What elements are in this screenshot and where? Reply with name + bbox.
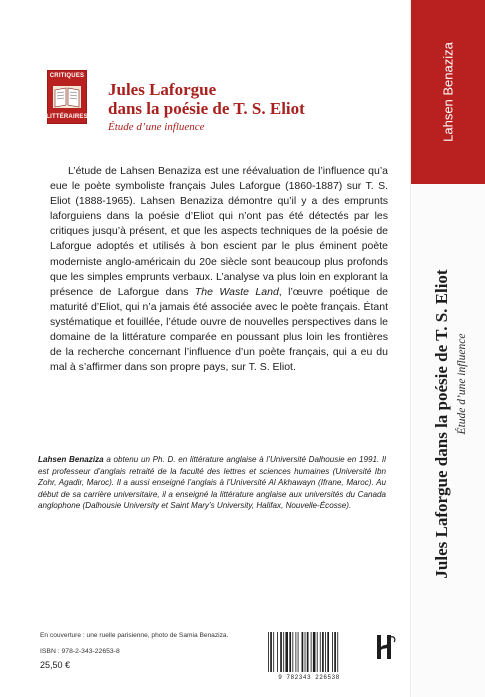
barcode-bars	[265, 631, 353, 673]
publisher-logo-icon	[373, 633, 397, 663]
barcode	[265, 631, 353, 681]
author-bio-name: Lahsen Benaziza	[38, 455, 104, 464]
book-subtitle: Étude d’une influence	[108, 121, 205, 133]
barcode-number: 9 782343 226538	[278, 674, 340, 681]
spine-author: Lahsen Benaziza	[440, 42, 456, 142]
book-title-line-2: dans la poésie de T. S. Eliot	[108, 99, 305, 118]
price: 25,50 €	[40, 660, 71, 670]
critiques-litteraires-logo	[47, 70, 87, 124]
summary-text-part-2: , l’œuvre poétique de maturité d’Eliot, qui n’a jamais été associée avec le poète français. Étant systématique et fouillée, l’étude ouvre de nouvelles perspectives dans le domaine de la littérature comparée en poussant plus loin les frontières de la recherche concernant l’influence d’un poète français, qui a eu du mal à s’affirmer dans son propre pays, sur T. S. Eliot.	[50, 285, 388, 374]
cover-photo-credit: En couverture : une ruelle parisienne, photo de Samia Benaziza.	[40, 632, 229, 639]
open-book-icon	[52, 84, 82, 110]
book-summary	[50, 164, 388, 375]
isbn: ISBN : 978-2-343-22653-8	[40, 648, 120, 655]
logo-top-label: CRITIQUES	[49, 73, 85, 79]
author-bio	[38, 454, 386, 512]
summary-text-part-1: L’étude de Lahsen Benaziza est une réévaluation de l’influence qu’a eue le poète symboliste français Jules Laforgue (1860-1887) sur T. S. Eliot (1888-1965). Lahsen Benaziza démontre qu’il y a des emprunts laforguiens dans la poésie d’Eliot qui n’ont pas été détectés par les critiques jusqu’à présent, et que les aspects techniques de la poésie de Laforgue adoptés et utilisés à bon escient par le plus éminent poète moderniste anglo-américain du 20e siècle sont beaucoup plus profonds que les simples emprunts verbaux. L’analyse va plus loin en explorant la présence de Laforgue dans	[50, 165, 388, 298]
author-bio-text: a obtenu un Ph. D. en littérature anglaise à l’Université Dalhousie en 1991. Il est professeur d’anglais retraité de la faculté des lettres et sciences humaines (Université Ibn Zohr, Agadir, Maroc). Il a aussi enseigné l’anglais à l’Université Al Akhawayn (Ifrane, Maroc). Au début de sa carrière universitaire, il a enseigné la littérature anglaise aux universités du Canada anglophone (Dalhousie University et Saint Mary’s University, Halifax, Nouvelle-Écosse).	[38, 455, 386, 511]
book-title-line-1: Jules Laforgue	[108, 80, 217, 99]
spine-subtitle: Étude d’une influence	[456, 333, 468, 435]
spine	[410, 0, 485, 697]
spine-title: Jules Laforgue dans la poésie de T. S. Eliot	[432, 269, 451, 579]
spine-author-band	[411, 0, 485, 184]
summary-italic-title: The Waste Land	[194, 285, 279, 298]
logo-bottom-label: LITTÉRAIRES	[46, 114, 88, 120]
title-block	[108, 80, 368, 133]
